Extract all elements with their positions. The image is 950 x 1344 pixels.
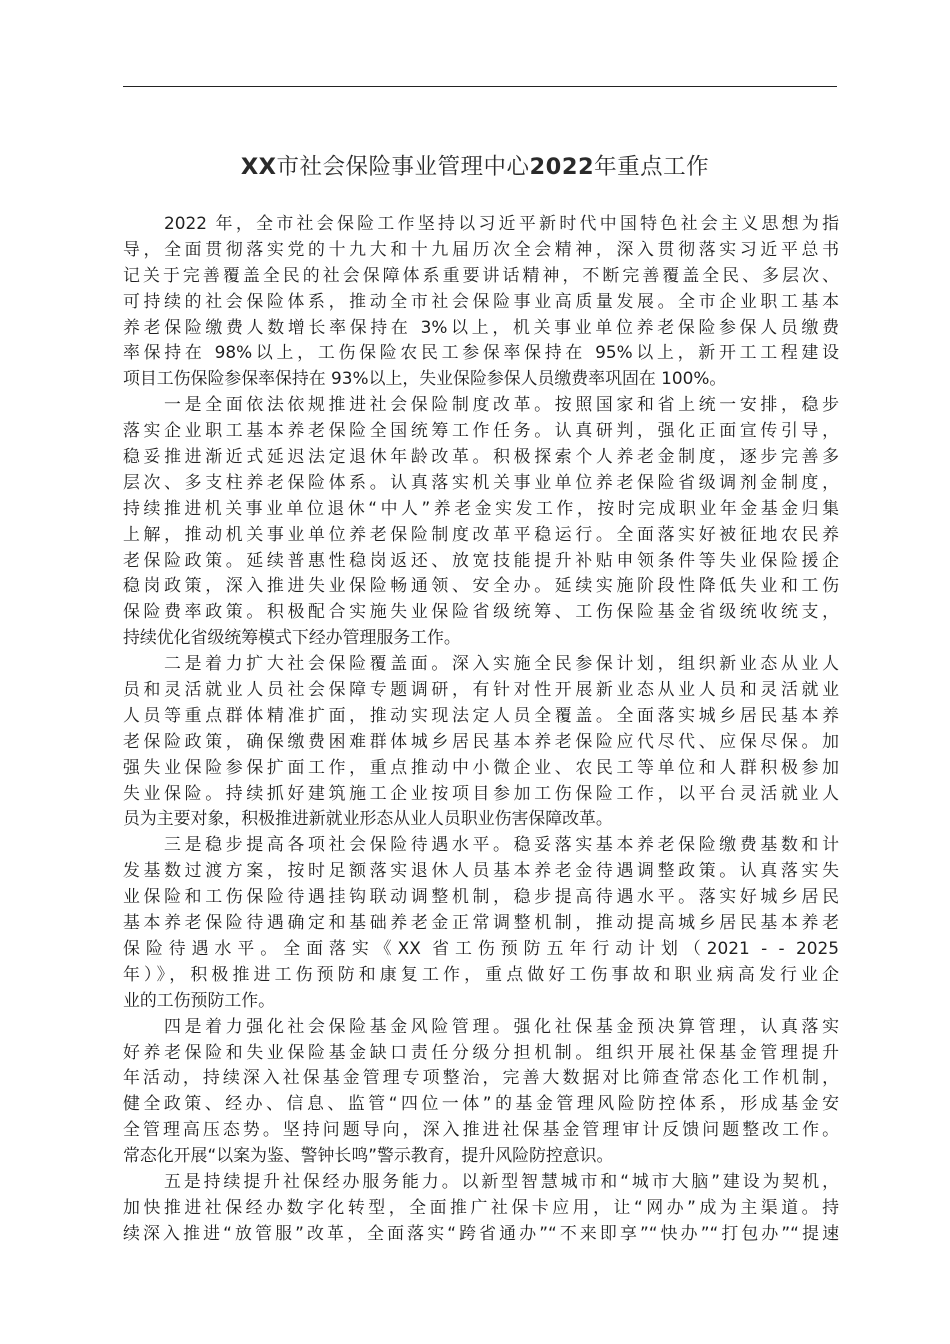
paragraph-line: 失业保险。持续抓好建筑施工企业按项目参加工伤保险工作，以平台灵活就业人 bbox=[123, 782, 839, 803]
paragraph-line: 二是着力扩大社会保险覆盖面。深入实施全民参保计划，组织新业态从业人 bbox=[164, 653, 839, 674]
paragraph-line: 健全政策、经办、信息、监管“四位一体”的基金管理风险防控体系，形成基金安 bbox=[123, 1093, 839, 1114]
paragraph-1 bbox=[123, 211, 839, 392]
title-year: 2022 bbox=[529, 154, 595, 180]
paragraph-line: 年）》，积极推进工伤预防和康复工作，重点做好工伤事故和职业病高发行业企 bbox=[123, 963, 839, 984]
paragraph-line: 续深入推进“放管服”改革，全面落实“跨省通办”“不来即享”“快办”“打包办”“提速 bbox=[123, 1222, 839, 1243]
paragraph-line: 员和灵活就业人员社会保障专题调研，有针对性开展新业态从业人员和灵活就业 bbox=[123, 679, 839, 700]
paragraph-line: 五是持续提升社保经办服务能力。以新型智慧城市和“城市大脑”建设为契机， bbox=[164, 1170, 839, 1191]
document-title bbox=[0, 151, 950, 183]
paragraph-line: 三是稳步提高各项社会保险待遇水平。稳妥落实基本养老保险缴费基数和计 bbox=[164, 834, 839, 855]
paragraph-line: 稳妥推进渐近式延迟法定退休年龄改革。积极探索个人养老金制度，逐步完善多 bbox=[123, 446, 839, 467]
paragraph-line: 2022 年，全市社会保险工作坚持以习近平新时代中国特色社会主义思想为指 bbox=[164, 213, 839, 233]
title-part2: 年重点工作 bbox=[594, 154, 710, 180]
paragraph-line: 可持续的社会保险体系，推动全市社会保险事业高质量发展。全市企业职工基本 bbox=[123, 290, 839, 311]
paragraph-line: 项目工伤保险参保率保持在 93%以上，失业保险参保人员缴费率巩固在 100%。 bbox=[123, 368, 727, 389]
paragraph-line: 年活动，持续深入社保基金管理专项整治，完善大数据对比筛查常态化工作机制， bbox=[123, 1067, 839, 1088]
paragraph-line: 发基数过渡方案，按时足额落实退休人员基本养老金待遇调整政策。认真落实失 bbox=[123, 860, 839, 881]
paragraph-line: 业保险和工伤保险待遇挂钩联动调整机制，稳步提高待遇水平。落实好城乡居民 bbox=[123, 886, 839, 907]
paragraph-line: 常态化开展“以案为鉴、警钟长鸣”警示教育，提升风险防控意识。 bbox=[123, 1145, 614, 1166]
paragraph-line: 层次、多支柱养老保险体系。认真落实机关事业单位养老保险省级调剂金制度， bbox=[123, 471, 839, 492]
paragraph-line: 保险待遇水平。全面落实《XX 省工伤预防五年行动计划（2021 - - 2025 bbox=[123, 937, 839, 958]
paragraph-line: 好养老保险和失业保险基金缺口责任分级分担机制。组织开展社保基金管理提升 bbox=[123, 1041, 839, 1062]
paragraph-line: 导，全面贯彻落实党的十九大和十九届历次全会精神，深入贯彻落实习近平总书 bbox=[123, 238, 839, 259]
paragraph-line: 员为主要对象，积极推进新就业形态从业人员职业伤害保障改革。 bbox=[123, 808, 613, 829]
paragraph-5 bbox=[123, 1014, 839, 1169]
paragraph-line: 养老保险缴费人数增长率保持在 3%以上，机关事业单位养老保险参保人员缴费 bbox=[123, 316, 839, 337]
paragraph-line: 保险费率政策。积极配合实施失业保险省级统筹、工伤保险基金省级统收统支， bbox=[123, 601, 839, 622]
paragraph-line: 记关于完善覆盖全民的社会保障体系重要讲话精神，不断完善覆盖全民、多层次、 bbox=[123, 264, 839, 285]
paragraph-line: 人员等重点群体精准扩面，推动实现法定人员全覆盖。全面落实城乡居民基本养 bbox=[123, 704, 839, 725]
paragraph-line: 率保持在 98%以上，工伤保险农民工参保率保持在 95%以上，新开工工程建设 bbox=[123, 342, 839, 363]
paragraph-4 bbox=[123, 832, 839, 1013]
paragraph-6 bbox=[123, 1169, 839, 1247]
paragraph-line: 持续推进机关事业单位退休“中人”养老金实发工作，按时完成职业年金基金归集 bbox=[123, 497, 839, 518]
paragraph-line: 老保险政策。延续普惠性稳岗返还、放宽技能提升补贴申领条件等失业保险援企 bbox=[123, 549, 839, 570]
paragraph-line: 四是着力强化社会保险基金风险管理。强化社保基金预决算管理，认真落实 bbox=[164, 1015, 839, 1036]
header-rule bbox=[123, 86, 837, 87]
title-part1: 市社会保险事业管理中心 bbox=[276, 154, 530, 180]
document-body bbox=[123, 211, 839, 1247]
title-prefix: XX bbox=[240, 154, 277, 180]
paragraph-line: 落实企业职工基本养老保险全国统筹工作任务。认真研判，强化正面宣传引导， bbox=[123, 420, 839, 441]
paragraph-line: 稳岗政策，深入推进失业保险畅通领、安全办。延续实施阶段性降低失业和工伤 bbox=[123, 575, 839, 596]
paragraph-line: 业的工伤预防工作。 bbox=[123, 989, 276, 1010]
paragraph-line: 强失业保险参保扩面工作，重点推动中小微企业、农民工等单位和人群积极参加 bbox=[123, 756, 839, 777]
paragraph-line: 老保险政策，确保缴费困难群体城乡居民基本养老保险应代尽代、应保尽保。加 bbox=[123, 730, 839, 751]
paragraph-line: 一是全面依法依规推进社会保险制度改革。按照国家和省上统一安排，稳步 bbox=[164, 394, 839, 415]
paragraph-line: 加快推进社保经办数字化转型，全面推广社保卡应用，让“网办”成为主渠道。持 bbox=[123, 1196, 839, 1217]
paragraph-line: 上解，推动机关事业单位养老保险制度改革平稳运行。全面落实好被征地农民养 bbox=[123, 523, 839, 544]
paragraph-3 bbox=[123, 651, 839, 832]
paragraph-line: 持续优化省级统筹模式下经办管理服务工作。 bbox=[123, 627, 461, 648]
paragraph-line: 基本养老保险待遇确定和基础养老金正常调整机制，推动提高城乡居民基本养老 bbox=[123, 912, 839, 933]
paragraph-line: 全管理高压态势。坚持问题导向，深入推进社保基金管理审计反馈问题整改工作。 bbox=[123, 1119, 839, 1140]
paragraph-2 bbox=[123, 392, 839, 651]
